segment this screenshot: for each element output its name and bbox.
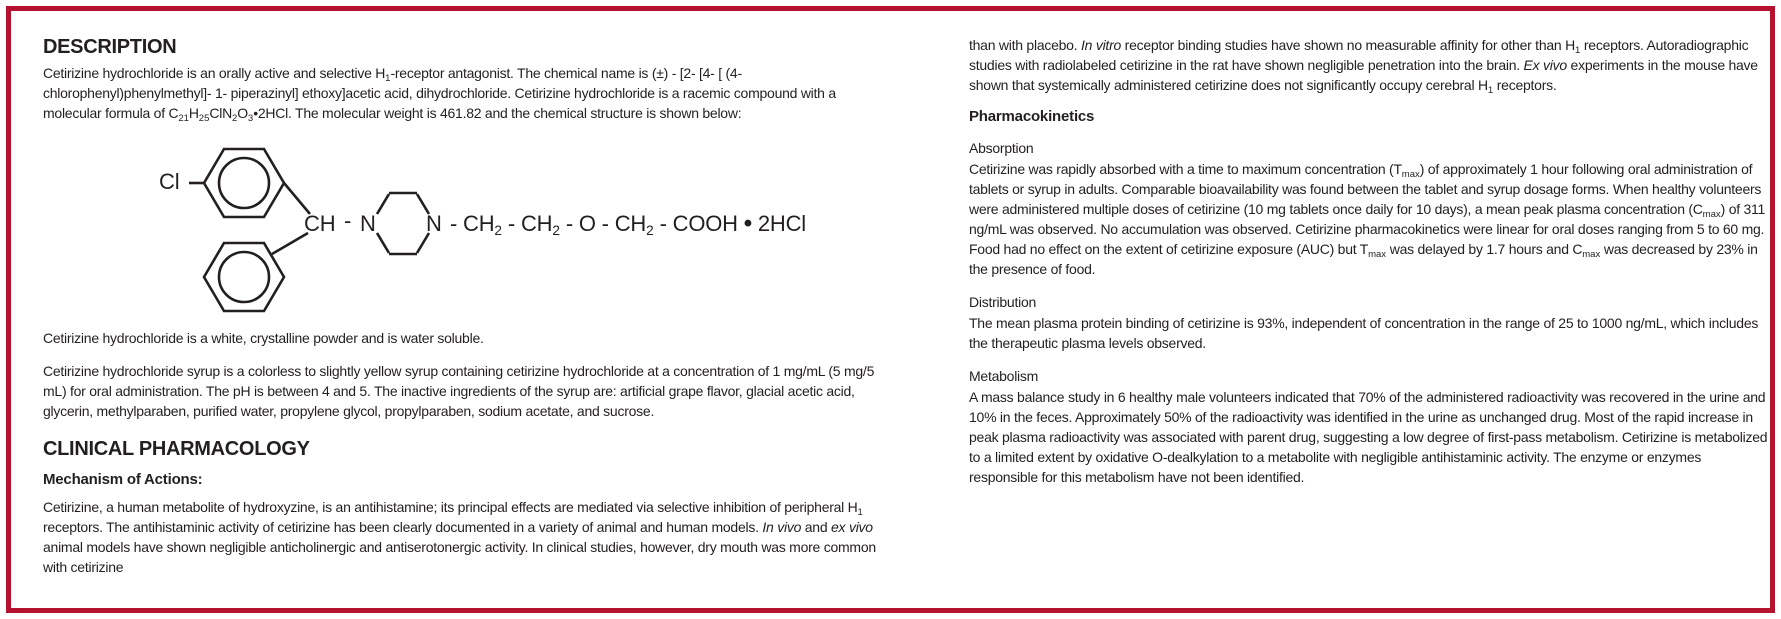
metabolism-heading: Metabolism [969, 368, 1039, 384]
distribution-paragraph: The mean plasma protein binding of cetirizine is 93%, independent of concentration in the range of 25 to 1000 ng/mL, which includes the therapeutic plasma levels observed. [969, 315, 1759, 351]
bond-topring-ch [284, 183, 310, 214]
absorption-heading: Absorption [969, 140, 1034, 156]
clinical-pharmacology-heading: CLINICAL PHARMACOLOGY [43, 438, 310, 460]
ch-group-label: CH [304, 211, 336, 236]
pharmacokinetics-heading: Pharmacokinetics [969, 108, 1095, 125]
chemical-structure-diagram [139, 136, 849, 316]
piperazine-ring [377, 193, 429, 254]
n-left-atom-label: N [360, 211, 376, 236]
mechanism-paragraph-continued: than with placebo. In vitro receptor binding studies have shown no measurable affinity for other than $H_1$ receptors. Autoradiographic studies with radiolabeled cetirizine in the rat have shown negligible penetration into the brain. Ex vivo experiments in the mouse have shown that systemically administered cetirizine does not significantly occupy cerebral $H_1$ receptors. [969, 37, 1758, 96]
cl-atom-label: Cl [159, 169, 180, 194]
side-chain-formula: - $CH_2 - CH_2$ - O - $CH_2$ - COOH • 2HCl [450, 210, 806, 238]
n-right-atom-label: N [426, 211, 442, 236]
absorption-paragraph: Cetirizine was rapidly absorbed with a time to maximum concentration $(T_{max})$ of approximately 1 hour following oral administration of tablets or syrup in adults. Comparable bioavailability was found between the tablet and syrup dosage forms. When healthy volunteers were administered multiple doses of cetirizine (10 mg tablets once daily for 10 days), a mean peak plasma concentration $(C_{max})$ of 311 ng/mL was observed. No accumulation was observed. Cetirizine pharmacokinetics were linear for oral doses ranging from 5 to 60 mg. Food had no effect on the extent of cetirizine exposure (AUC) but $T_{max}$ was delayed by 1.7 hours and $C_{max}$ was decreased by 23% in the presence of food. [969, 161, 1766, 277]
description-paragraph-2: Cetirizine hydrochloride is a white, crystalline powder and is water soluble. [43, 330, 484, 346]
description-paragraph-3: Cetirizine hydrochloride syrup is a colorless to slightly yellow syrup containing cetirizine hydrochloride at a concentration of 1 mg/mL (5 mg/5 mL) for oral administration. The pH is between 4 and 5. The inactive ingredients of the syrup are: artificial grape flavor, glacial acetic acid, glycerin, methylparaben, purified water, propylene glycol, propylparaben, sodium acetate, and sucrose. [43, 363, 875, 419]
bond-bottomring-ch [272, 233, 308, 254]
distribution-heading: Distribution [969, 294, 1037, 310]
metabolism-paragraph: A mass balance study in 6 healthy male volunteers indicated that 70% of the administered radioactivity was recovered in the urine and 10% in the feces. Approximately 50% of the radioactivity was identified in the urine as unchanged drug. Most of the rapid increase in peak plasma radioactivity was associated with parent drug, suggesting a low degree of first-pass metabolism. Cetirizine is metabolized to a limited extent by oxidative O-dealkylation to a metabolite with negligible antihistaminic activity. The enzyme or enzymes responsible for this metabolism have not been identified. [969, 389, 1768, 485]
description-paragraph-1: Cetirizine hydrochloride is an orally active and selective $H_1$-receptor antagonist. The chemical name is (±) - [2- [4- [ (4-chlorophenyl)phenylmethyl]- 1- piperazinyl] ethoxy]acetic acid, dihydrochloride. Cetirizine hydrochloride is a racemic compound with a molecular formula of $C_{21}H_{25}ClN_2O_3•2HCl$. The molecular weight is 461.82 and the chemical structure is shown below: [43, 65, 836, 124]
red-border-frame [6, 6, 1775, 613]
benzene-ring-top-aromatic-circle [219, 158, 269, 208]
left-column [43, 35, 895, 590]
mechanism-paragraph: Cetirizine, a human metabolite of hydroxyzine, is an antihistamine; its principal effects are mediated via selective inhibition of peripheral $H_1$ receptors. The antihistaminic activity of cetirizine has been clearly documented in a variety of animal and human models. In vivo and ex vivo animal models have shown negligible anticholinergic and antiserotonergic activity. In clinical studies, however, dry mouth was more common with cetirizine [43, 499, 876, 575]
right-column [969, 35, 1769, 590]
benzene-ring-bottom-aromatic-circle [219, 252, 269, 302]
mechanism-of-actions-heading: Mechanism of Actions: [43, 471, 203, 488]
two-column-layout [11, 11, 1770, 590]
ch-n-bond-hyphen: - [344, 208, 352, 233]
description-heading: DESCRIPTION [43, 36, 177, 58]
